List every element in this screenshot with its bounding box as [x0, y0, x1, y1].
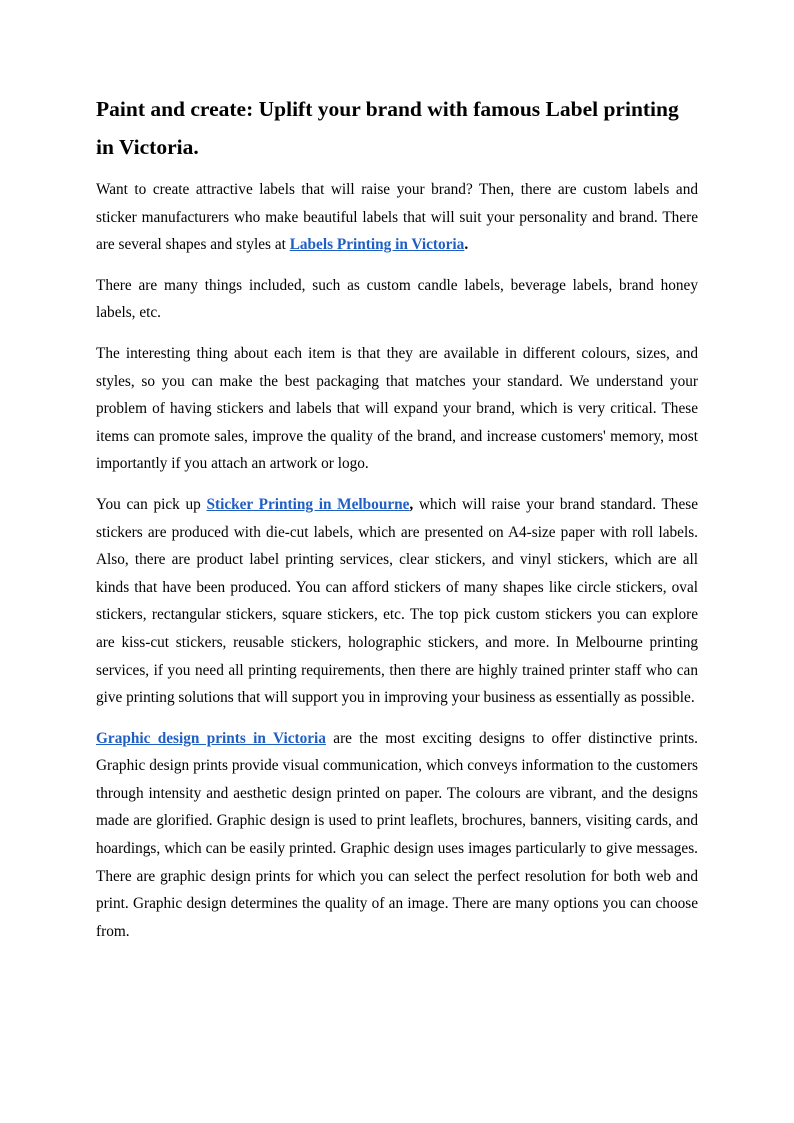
paragraph-text: which will raise your brand standard. These stickers are produced with die-cut labels, which are presented on A4-size paper with roll labels. Also, there are product label printing services, clear stickers, and vinyl stickers, which are all kinds that have been produced. You can afford stickers of many shapes like circle stickers, oval stickers, rectangular stickers, square stickers, etc. The top pick custom stickers you can explore are kiss-cut stickers, reusable stickers, holographic stickers, and more. In Melbourne printing services, if you need all printing requirements, then there are highly trained printer staff who can give printing solutions that will support you in improving your business as essentially as possible.	[96, 495, 698, 707]
labels-printing-victoria-link[interactable]: Labels Printing in Victoria	[289, 236, 465, 254]
paragraph-graphic-design	[96, 725, 698, 946]
graphic-design-prints-victoria-link[interactable]: Graphic design prints in Victoria	[96, 729, 326, 747]
document-title: Paint and create: Uplift your brand with famous Label printing in Victoria.	[96, 97, 679, 159]
paragraph-text: .	[464, 236, 469, 254]
paragraph-text: ,	[409, 495, 414, 513]
paragraph-text: You can pick up	[96, 495, 207, 513]
paragraph-text: Want to create attractive labels that will raise your brand? Then, there are custom labels and sticker manufacturers who make beautiful labels that will suit your personality and brand. There are several shapes and styles at	[96, 181, 698, 254]
paragraph-text: are the most exciting designs to offer distinctive prints. Graphic design prints provide visual communication, which conveys information to the customers through intensity and aesthetic design printed on paper. The colours are vibrant, and the designs made are glorified. Graphic design is used to print leaflets, brochures, banners, visiting cards, and hoardings, which can be easily printed. Graphic design uses images particularly to give messages. There are graphic design prints for which you can select the perfect resolution for both web and print. Graphic design determines the quality of an image. There are many options you can choose from.	[96, 729, 698, 940]
paragraph-features: The interesting thing about each item is that they are available in different colours, sizes, and styles, so you can make the best packaging that matches your standard. We understand your problem of having stickers and labels that will expand your brand, which is very critical. These items can promote sales, improve the quality of the brand, and increase customers' memory, most importantly if you attach an artwork or logo.	[96, 344, 698, 473]
paragraph-products: There are many things included, such as custom candle labels, beverage labels, brand honey labels, etc.	[96, 276, 698, 322]
paragraph-intro	[96, 176, 698, 259]
paragraph-stickers	[96, 491, 698, 712]
document-page	[96, 90, 698, 958]
sticker-printing-melbourne-link[interactable]: Sticker Printing in Melbourne	[206, 495, 410, 513]
